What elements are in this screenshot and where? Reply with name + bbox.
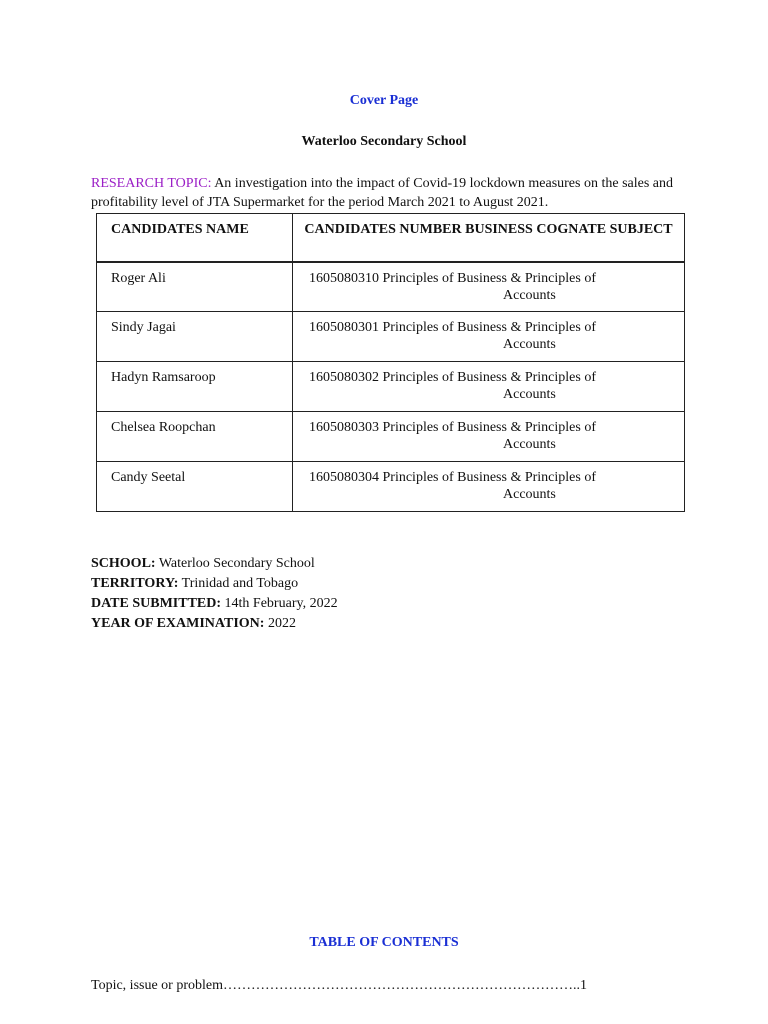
subject-line-2: Accounts [503, 387, 556, 402]
subject-line-1: 1605080310 Principles of Business & Principles of [309, 270, 596, 286]
candidate-name: Candy Seetal [97, 462, 293, 512]
table-row [97, 362, 685, 412]
info-date-value: 14th February, 2022 [221, 596, 338, 611]
info-year-label: YEAR OF EXAMINATION: [91, 616, 265, 631]
candidate-subject [293, 262, 685, 312]
table-row [97, 312, 685, 362]
header-candidates-name: CANDIDATES NAME [97, 214, 293, 262]
candidate-subject [293, 312, 685, 362]
toc-title: TABLE OF CONTENTS [309, 935, 459, 950]
candidate-subject [293, 462, 685, 512]
subject-line-1: 1605080301 Principles of Business & Principles of [309, 320, 596, 335]
subject-line-2: Accounts [503, 287, 556, 303]
subject-line-2: Accounts [503, 487, 556, 502]
table-row [97, 462, 685, 512]
header-candidates-number-subject: CANDIDATES NUMBER BUSINESS COGNATE SUBJECT [293, 214, 685, 262]
subject-line-1: 1605080302 Principles of Business & Principles of [309, 370, 596, 385]
subject-line-2: Accounts [503, 337, 556, 352]
candidate-subject [293, 362, 685, 412]
info-year-value: 2022 [264, 616, 296, 631]
candidate-name: Roger Ali [97, 262, 293, 312]
subject-line-1: 1605080303 Principles of Business & Principles of [309, 420, 596, 435]
toc-entry: Topic, issue or problem…………………………………………………………………..1 [91, 978, 587, 993]
info-date [91, 594, 338, 614]
school-heading: Waterloo Secondary School [301, 134, 467, 149]
research-topic-label: RESEARCH TOPIC: [91, 176, 212, 191]
research-topic-text: An investigation into the impact of Covid-19 lockdown measures on the sales and profitability level of JTA Supermarket for the period March 2021 to August 2021. [91, 176, 673, 210]
info-school-label: SCHOOL: [91, 556, 156, 571]
info-date-label: DATE SUBMITTED: [91, 596, 222, 611]
table-header-row [97, 214, 685, 262]
table-row [97, 412, 685, 462]
candidate-name: Sindy Jagai [97, 312, 293, 362]
candidate-subject [293, 412, 685, 462]
research-topic [91, 174, 681, 212]
info-year [91, 614, 338, 634]
info-school-value: Waterloo Secondary School [155, 556, 315, 571]
info-territory-label: TERRITORY: [91, 576, 179, 591]
candidate-name: Chelsea Roopchan [97, 412, 293, 462]
candidates-table [96, 213, 685, 512]
info-territory-value: Trinidad and Tobago [178, 576, 299, 591]
candidate-name: Hadyn Ramsaroop [97, 362, 293, 412]
submission-info [91, 554, 338, 634]
subject-line-1: 1605080304 Principles of Business & Principles of [309, 470, 596, 485]
subject-line-2: Accounts [503, 437, 556, 452]
cover-page-title: Cover Page [349, 93, 419, 108]
table-row [97, 262, 685, 312]
info-school [91, 554, 338, 574]
info-territory [91, 574, 338, 594]
